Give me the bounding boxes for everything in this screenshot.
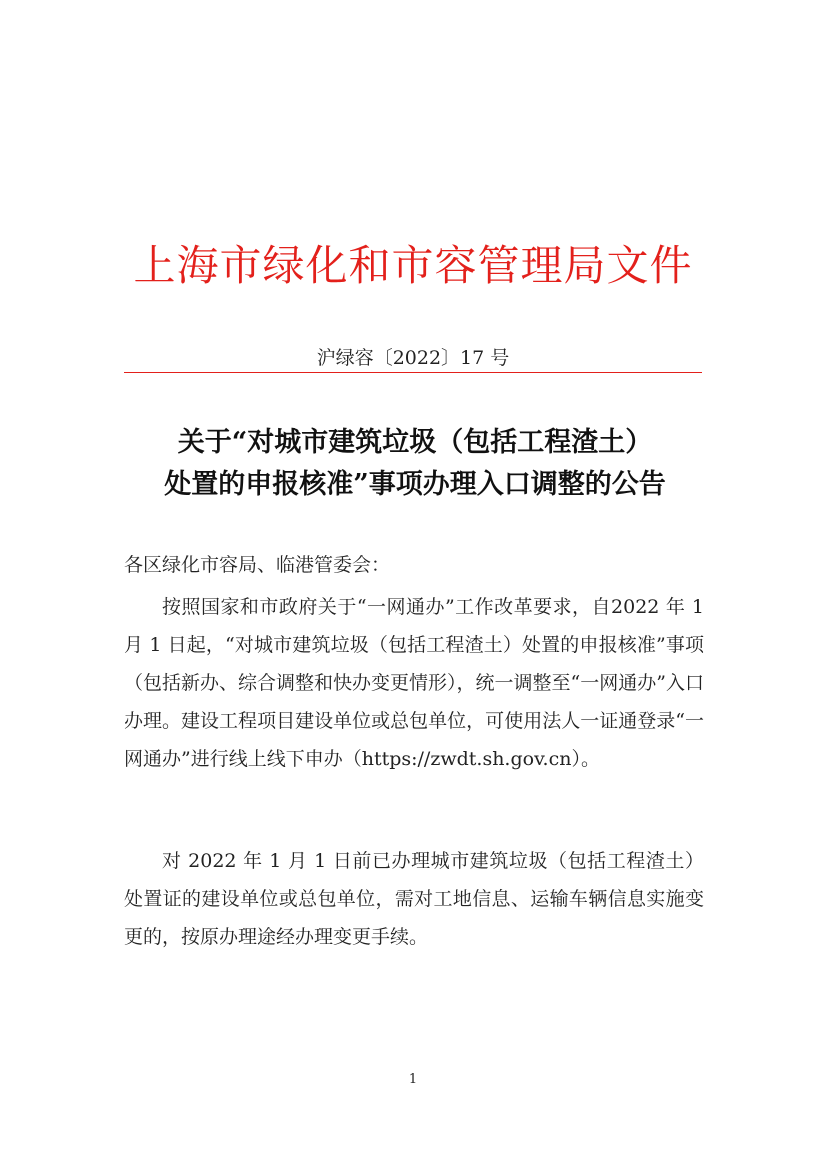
page-number: 1 (408, 1072, 418, 1087)
title-line-1: 关于“对城市建筑垃圾（包括工程渣土） (177, 427, 653, 458)
issuer-heading: 上海市绿化和市容管理局文件 (133, 241, 693, 290)
salutation: 各区绿化市容局、临港管委会： (124, 554, 391, 576)
title-line-2: 处置的申报核准”事项办理入口调整的公告 (164, 469, 666, 500)
red-divider-line (124, 372, 702, 373)
body-paragraph-2: 对 2022 年 1 月 1 日前已办理城市建筑垃圾（包括工程渣土）处置证的建设单位或总包单位，需对工地信息、运输车辆信息实施变更的，按原办理途经办理变更手续。 (124, 850, 704, 948)
document-number: 沪绿容〔2022〕17 号 (316, 347, 510, 369)
body-paragraph-1: 按照国家和市政府关于“一网通办”工作改革要求，自2022 年 1 月 1 日起，“对城市建筑垃圾（包括工程渣土）处置的申报核准”事项（包括新办、综合调整和快办变更情形），统一调整至“一网通办”入口办理。建设工程项目建设单位或总包单位，可使用法人一证通登录“一网通办”进行线上线下申办（https://zwdt.sh.gov.cn）。 (124, 596, 704, 770)
